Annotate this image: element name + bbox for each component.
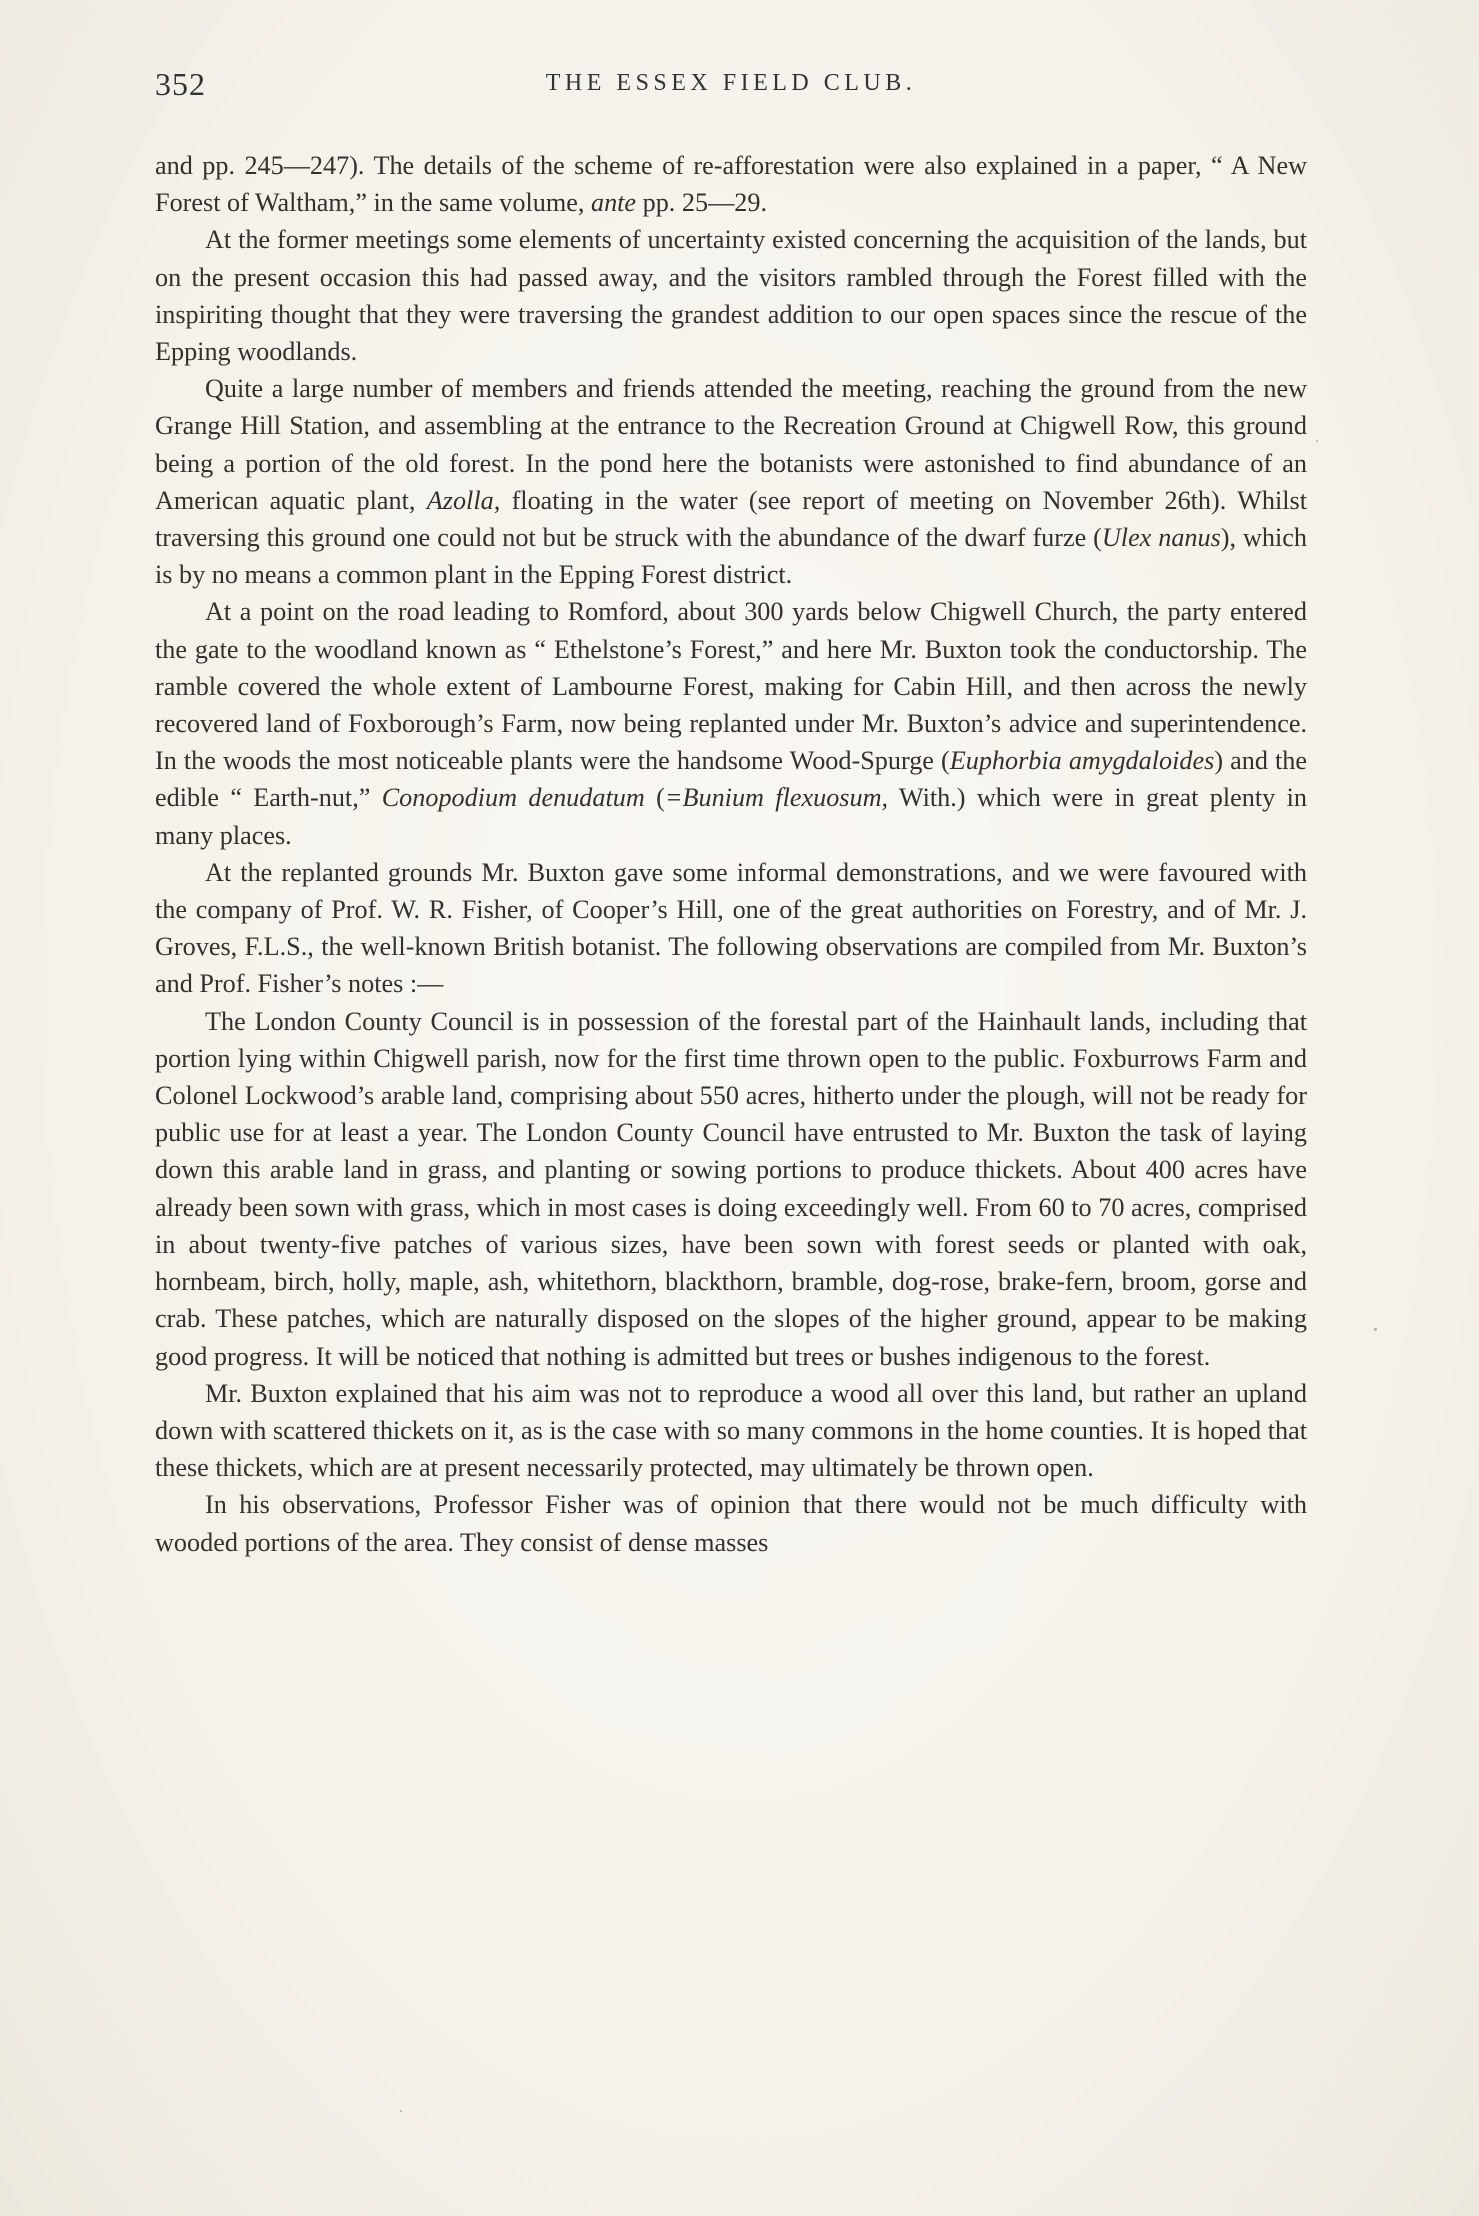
- italic-azolla: Azolla,: [426, 485, 501, 515]
- running-title: THE ESSEX FIELD CLUB.: [545, 70, 917, 96]
- paragraph-7: Mr. Buxton explained that his aim was not to reproduce a wood all over this land, but rather an upland down with scattered thickets on it, as is the case with so many commons in the home counties. It is hoped that these thickets, which are at present necessarily protected, may ultimately be thrown open.: [155, 1378, 1307, 1483]
- italic-bunium: =Bunium flexuosum,: [664, 783, 889, 813]
- paper-speck: [1316, 440, 1318, 442]
- italic-euphorbia: Euphorbia amygdaloides: [949, 746, 1215, 776]
- running-head: [155, 66, 1307, 110]
- paragraph-3: Quite a large number of members and friends attended the meeting, reaching the ground from the new Grange Hill Station, and assembling at the entrance to the Recreation Ground at Chigwell Row, this ground being a portion of the old forest. In the pond here the botanists were astonished to find abundance of an American aquatic plant, Azolla, floating in the water (see report of meeting on November 26th). Whilst traversing this ground one could not but be struck with the abundance of the dwarf furze (Ulex nanus), which is by no means a common plant in the Epping Forest district.: [155, 374, 1307, 590]
- paragraph-1: and pp. 245—247). The details of the scheme of re-afforestation were also explained in a paper, “ A New Forest of Waltham,” in the same volume, ante pp. 25—29.: [155, 151, 1307, 218]
- paragraph-2: At the former meetings some elements of uncertainty existed concerning the acquisition of the lands, but on the present occasion this had passed away, and the visitors rambled through the Forest filled with the inspiriting thought that they were traversing the grandest addition to our open spaces since the rescue of the Epping woodlands.: [155, 225, 1307, 367]
- italic-ulex-nanus: Ulex nanus: [1101, 523, 1221, 553]
- paper-speck: [1374, 1328, 1377, 1331]
- body-text: [155, 147, 1307, 1561]
- paragraph-5: At the replanted grounds Mr. Buxton gave some informal demonstrations, and we were favoured with the company of Prof. W. R. Fisher, of Cooper’s Hill, one of the great authorities on Forestry, and of Mr. J. Groves, F.L.S., the well-known British botanist. The following observations are compiled from Mr. Buxton’s and Prof. Fisher’s notes :—: [155, 857, 1307, 999]
- paragraph-6: The London County Council is in possession of the forestal part of the Hainhault lands, including that portion lying within Chigwell parish, now for the first time thrown open to the public. Foxburrows Farm and Colonel Lockwood’s arable land, comprising about 550 acres, hitherto under the plough, will not be ready for public use for at least a year. The London County Council have entrusted to Mr. Buxton the task of laying down this arable land in grass, and planting or sowing portions to produce thickets. About 400 acres have already been sown with grass, which in most cases is doing exceedingly well. From 60 to 70 acres, comprised in about twenty-five patches of various sizes, have been sown with forest seeds or planted with oak, hornbeam, birch, holly, maple, ash, whitethorn, blackthorn, bramble, dog-rose, brake-fern, broom, gorse and crab. These patches, which are naturally disposed on the slopes of the higher ground, appear to be making good progress. It will be noticed that nothing is admitted but trees or bushes indigenous to the forest.: [155, 1006, 1307, 1371]
- paragraph-4: At a point on the road leading to Romford, about 300 yards below Chigwell Church, the party entered the gate to the woodland known as “ Ethelstone’s Forest,” and here Mr. Buxton took the conductorship. The ramble covered the whole extent of Lambourne Forest, making for Cabin Hill, and then across the newly recovered land of Foxborough’s Farm, now being replanted under Mr. Buxton’s advice and superintendence. In the woods the most noticeable plants were the handsome Wood-Spurge (Euphorbia amygdaloides) and the edible “ Earth-nut,” Conopodium denudatum (=Bunium flexuosum, With.) which were in great plenty in many places.: [155, 597, 1307, 850]
- paragraph-8: In his observations, Professor Fisher was of opinion that there would not be much difficulty with wooded portions of the area. They consist of dense masses: [155, 1490, 1307, 1557]
- italic-conopodium: Conopodium denudatum: [381, 783, 645, 813]
- paper-speck: [400, 2110, 402, 2112]
- italic-ante: ante: [590, 188, 637, 218]
- page-number: 352: [155, 66, 206, 102]
